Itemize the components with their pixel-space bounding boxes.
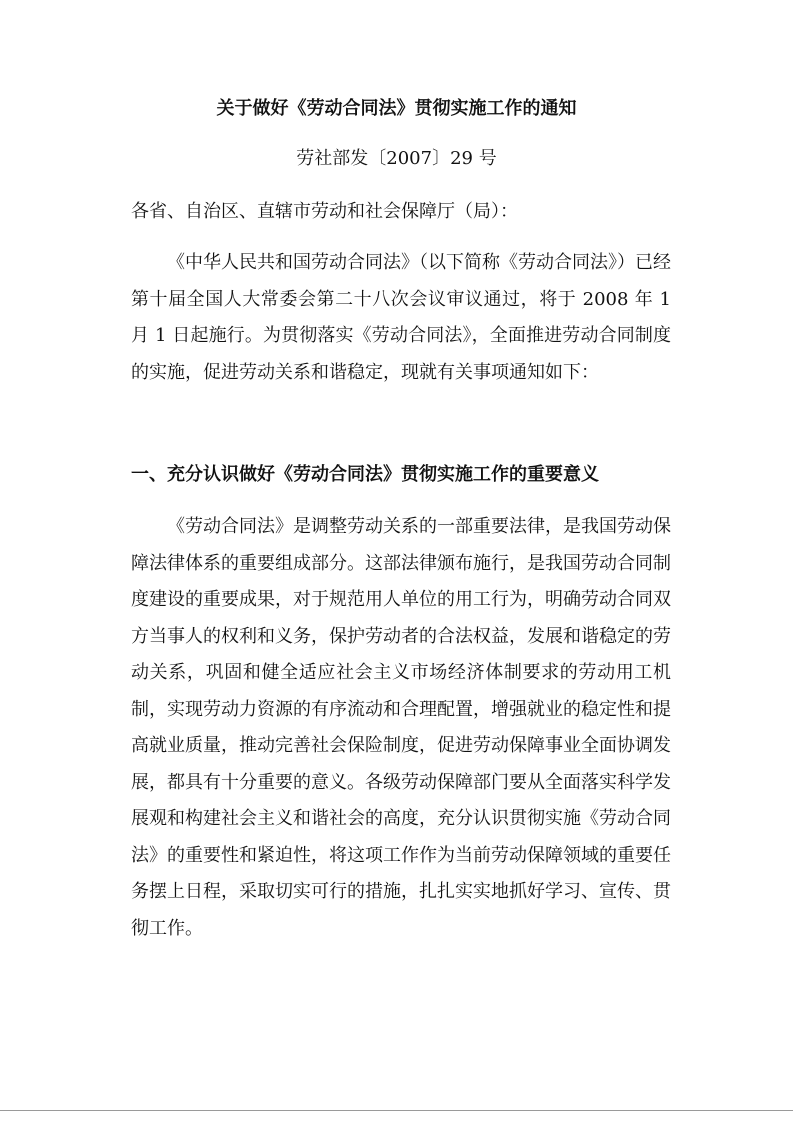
document-title: 关于做好《劳动合同法》贯彻实施工作的通知 xyxy=(216,98,577,119)
paragraph-intro: 《中华人民共和国劳动合同法》（以下简称《劳动合同法》）已经第十届全国人大常委会第二十八次会议审议通过，将于 2008 年 1 月 1 日起施行。为贯彻落实《劳动合同法》，全面推进劳动合同制度的实施，促进劳动关系和谐稳定，现就有关事项通知如下： xyxy=(131,252,671,383)
paragraph-significance: 《劳动合同法》是调整劳动关系的一部重要法律，是我国劳动保障法律体系的重要组成部分。这部法律颁布施行，是我国劳动合同制度建设的重要成果，对于规范用人单位的用工行为，明确劳动合同双方当事人的权利和义务，保护劳动者的合法权益，发展和谐稳定的劳动关系，巩固和健全适应社会主义市场经济体制要求的劳动用工机制，实现劳动力资源的有序流动和合理配置，增强就业的稳定性和提高就业质量，推动完善社会保险制度，促进劳动保障事业全面协调发展，都具有十分重要的意义。各级劳动保障部门要从全面落实科学发展观和构建社会主义和谐社会的高度，充分认识贯彻实施《劳动合同法》的重要性和紧迫性，将这项工作作为当前劳动保障领域的重要任务摆上日程，采取切实可行的措施，扎扎实实地抓好学习、宣传、贯彻工作。 xyxy=(131,516,671,939)
section-heading-1: 一、充分认识做好《劳动合同法》贯彻实施工作的重要意义 xyxy=(131,464,599,485)
salutation: 各省、自治区、直辖市劳动和社会保障厅（局）： xyxy=(131,201,518,222)
document-number: 劳社部发〔2007〕29 号 xyxy=(296,148,497,169)
page-bottom-divider xyxy=(0,1110,793,1111)
